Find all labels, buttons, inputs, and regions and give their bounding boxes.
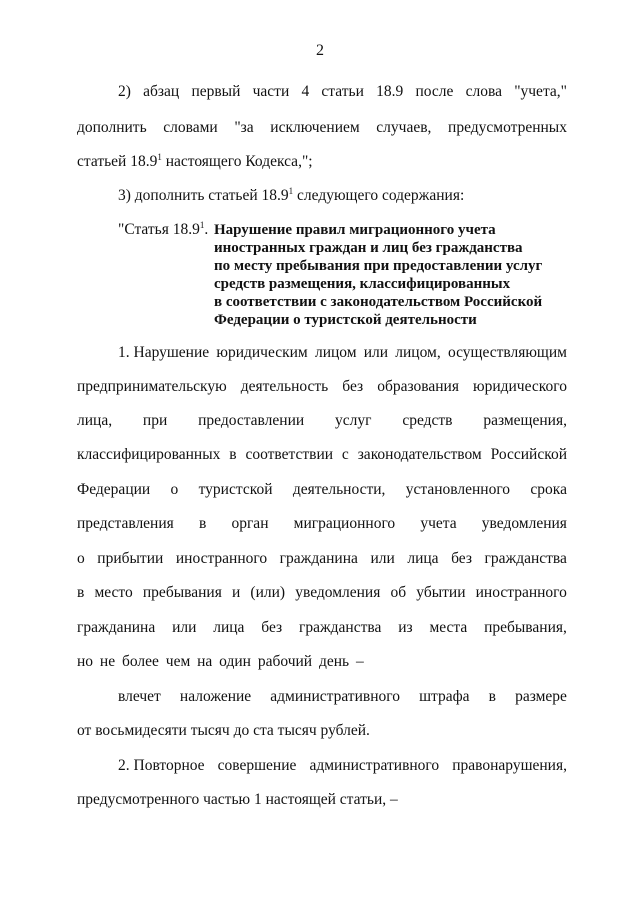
paragraph-2-line-1 [118,83,567,101]
word: наложение [179,688,252,705]
word: орган [231,515,269,532]
word: гражданина [77,619,156,636]
word: статьи [321,83,364,100]
article-label [118,221,208,239]
superscript: 1 [157,152,162,162]
text: 1 [253,791,262,808]
word: деятельности, [292,481,386,498]
word: "учета," [514,83,567,100]
word: соответствии [245,446,334,463]
word: 2) [118,83,131,100]
word: туристской [198,481,273,498]
word: первый [191,83,241,100]
word: место [94,584,133,601]
word: гражданства [484,550,567,567]
word: дополнить [77,119,147,136]
word: административного [270,688,400,705]
page-number: 2 [316,42,324,59]
word: гражданина [279,550,358,567]
word: в [229,446,237,463]
word: лица [407,550,439,567]
word: уведомления [481,515,567,532]
word: учета [420,515,457,532]
word: предусмотренных [448,119,567,136]
word: срока [530,481,567,498]
word: места [429,619,468,636]
word: лицом, [395,344,441,361]
word: установленного [405,481,511,498]
word: осуществляющим [447,344,567,361]
part-1-line-6 [77,515,567,533]
article-title [214,221,542,329]
word: с [341,446,349,463]
word: образования [377,378,459,395]
word: слова [465,83,502,100]
word: словами [163,119,218,136]
part-1-line-10: но не более чем на один рабочий день – [77,653,364,670]
word: о [170,481,179,498]
word: иностранного [475,584,567,601]
word: правонарушения, [452,757,567,774]
superscript: 1 [288,186,294,196]
word: лица, [77,412,113,429]
paragraph-2-line-2 [77,119,567,137]
word: штрафа [419,688,470,705]
word: предпринимательскую [77,378,227,395]
word: административного [309,757,440,774]
text: настоящей статьи, – [261,791,398,808]
text: "Статья 18.9 [118,221,200,238]
word: при [142,412,168,429]
penalty-line-2: от восьмидесяти тысяч до ста тысяч рублей. [77,722,370,739]
word: убытии [416,584,466,601]
part-1-line-9 [77,619,567,637]
word: после [415,83,454,100]
part-2-line-1 [118,757,567,775]
paragraph-2-line-3 [77,153,313,171]
paragraph-3-line [118,187,464,205]
word: или [370,550,395,567]
part-1-line-5 [77,481,567,499]
word: иностранного [175,550,268,567]
word: Российской [490,446,567,463]
part-2-line-2 [77,791,398,809]
word: в [77,584,85,601]
text: . [204,221,209,238]
word: лицом [314,344,357,361]
word: в [198,515,207,532]
word: (или) [250,584,286,601]
superscript: 1 [199,220,205,230]
word: без [261,619,283,636]
word: деятельность [240,378,329,395]
word: прибытии [97,550,164,567]
penalty-line-1 [118,688,567,706]
word: миграционного [293,515,396,532]
word: или [363,344,389,361]
article-title-line: Нарушение правил миграционного учета [214,222,496,238]
article-title-line: в соответствии с законодательством Российской [214,294,543,310]
article-title-line: иностранных граждан и лиц без гражданства [214,240,523,256]
word: и [231,584,241,601]
word: пребывания [142,584,222,601]
word: исключением [270,119,360,136]
word: гражданства [298,619,382,636]
part-1-line-3 [77,412,567,430]
word: 2. Повторное [118,757,205,774]
word: размере [515,688,567,705]
word: влечет [118,688,161,705]
word: из [398,619,413,636]
text: 3) дополнить статьей 18.9 [118,187,289,204]
word: Федерации [77,481,151,498]
word: "за [234,119,254,136]
part-1-line-2 [77,378,567,396]
word: размещения, [483,412,567,429]
part-1-line-4 [77,446,567,464]
text: статьей 18.9 [77,153,158,170]
word: о [77,550,85,567]
article-title-line: средств размещения, классифицированных [214,276,511,292]
text: предусмотренного частью [77,791,254,808]
word: юридического [472,378,567,395]
word: совершение [217,757,297,774]
word: услуг [335,412,372,429]
part-1-line-1 [118,344,567,362]
part-1-line-8 [77,584,567,602]
word: 4 [301,83,310,100]
word: предоставлении [198,412,305,429]
word: представления [77,515,174,532]
word: 18.9 [376,83,404,100]
article-title-line: Федерации о туристской деятельности [214,312,477,328]
word: классифицированных [77,446,221,463]
part-1-line-7 [77,550,567,568]
word: без [451,550,472,567]
word: 1. Нарушение [118,344,210,361]
word: в [488,688,496,705]
word: уведомления [295,584,381,601]
word: или [172,619,197,636]
word: пребывания, [484,619,567,636]
word: части [252,83,290,100]
word: об [390,584,407,601]
word: средств [402,412,453,429]
word: юридическим [216,344,308,361]
text: следующего содержания: [293,187,465,204]
word: законодательством [357,446,482,463]
article-title-line: по месту пребывания при предоставлении услуг [214,258,543,274]
word: абзац [143,83,180,100]
word: лица [213,619,245,636]
text: настоящего Кодекса,"; [161,153,313,170]
word: без [342,378,364,395]
word: случаев, [376,119,432,136]
